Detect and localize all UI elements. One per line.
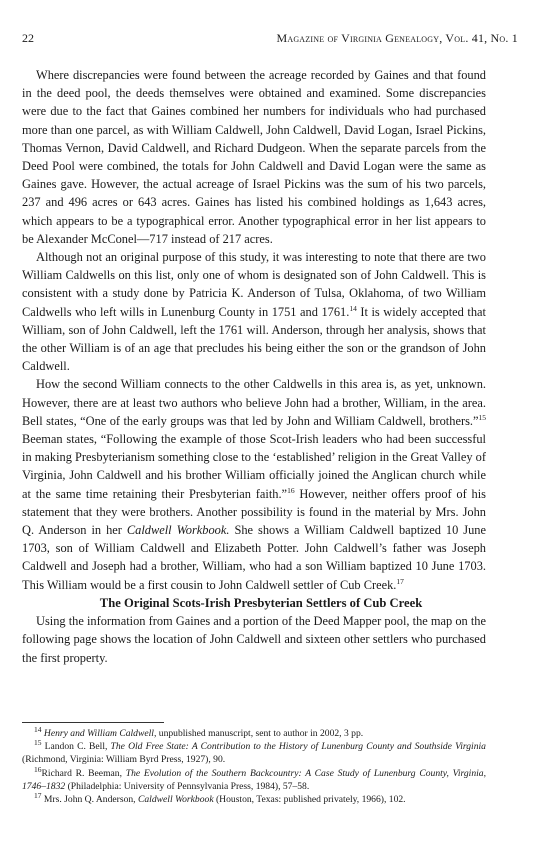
footnote-title: The Old Free State: A Contribution to the History of Lunenburg County and Southside Virginia bbox=[110, 741, 486, 753]
paragraph-3-text-a: How the second William connects to the other Caldwells in this area is, as yet, unknown. However, there are at least two authors who believe John had a brother, William, in the area. Bell states, “One of the early groups was that led by John and William Caldwell, brothers.” bbox=[22, 377, 486, 428]
page-number: 22 bbox=[22, 31, 34, 45]
footnote-16 bbox=[22, 764, 486, 793]
footnote-ref-14: 14 bbox=[349, 303, 357, 313]
footnote-author: Mrs. John Q. Anderson, bbox=[43, 794, 138, 806]
footnote-number: 14 bbox=[34, 724, 42, 734]
footnote-number: 15 bbox=[34, 738, 42, 748]
paragraph-2 bbox=[22, 248, 486, 375]
footnote-17 bbox=[22, 790, 486, 806]
footnote-text: (Houston, Texas: published privately, 1966), 102. bbox=[213, 794, 406, 806]
book-title: Caldwell Workbook. bbox=[126, 523, 230, 538]
footnote-title: The Evolution of the Southern Backcountry: A Case Study of Lunenburg County, Virginia, 1746–1832 bbox=[22, 767, 486, 792]
footnote-author: Richard R. Beeman, bbox=[41, 767, 126, 779]
footnote-14 bbox=[22, 724, 486, 740]
paragraph-3 bbox=[22, 375, 486, 593]
footnote-ref-16: 16 bbox=[287, 485, 295, 495]
footnote-text: unpublished manuscript, sent to author in 2002, 3 pp. bbox=[156, 728, 364, 739]
footnote-number: 16 bbox=[34, 764, 42, 774]
footnote-title: Henry and William Caldwell, bbox=[43, 728, 157, 739]
footnote-15 bbox=[22, 740, 486, 766]
body-text bbox=[22, 66, 486, 667]
paragraph-2-text-b: It is widely accepted that William, son of John Caldwell, left the 1761 will. Anderson, through her analysis, shows that the other William is of an age that precludes his being either the son or the grandson of John Caldwell. bbox=[22, 304, 486, 374]
footnote-text: (Richmond, Virginia: William Byrd Press, 1927), 90. bbox=[22, 754, 226, 766]
footnotes bbox=[22, 724, 486, 806]
paragraph-3-text-c: However, neither offers proof of his statement that they were brothers. Another possibility is found in the material by Mrs. John Q. Anderson in her bbox=[22, 486, 486, 538]
paragraph-3-text-d: She shows a William Caldwell baptized 10 June 1703, son of William Caldwell and Elizabeth Potter. John Caldwell’s father was Joseph Caldwell and Joseph had a brother, William, who had a son William baptized 10 June 1703. This William would be a first cousin to John Caldwell settler of Cub Creek. bbox=[22, 523, 486, 592]
footnote-text: (Philadelphia: University of Pennsylvania Press, 1984), 57–58. bbox=[65, 780, 310, 792]
paragraph-4: Using the information from Gaines and a portion of the Deed Mapper pool, the map on the following page shows the location of John Caldwell and sixteen other settlers who purchased the first property. bbox=[22, 614, 486, 665]
section-heading: The Original Scots-Irish Presbyterian Settlers of Cub Creek bbox=[99, 595, 423, 610]
paragraph-3-text-b: Beeman states, “Following the example of those Scot-Irish leaders who had been successful in making Presbyterianism something close to the ‘established’ religion in the Great Valley of Virginia, John Caldwell and his brother William officially joined the Anglican church while at the same time retaining their Presbyterian faith.” bbox=[22, 432, 486, 501]
footnote-divider bbox=[22, 722, 164, 723]
footnote-author: Landon C. Bell, bbox=[44, 741, 111, 753]
footnote-number: 17 bbox=[34, 790, 42, 800]
footnote-ref-17: 17 bbox=[396, 576, 404, 586]
footnote-ref-15: 15 bbox=[478, 412, 486, 422]
footnote-title: Caldwell Workbook bbox=[137, 794, 214, 806]
paragraph-2-text-a: Although not an original purpose of this study, it was interesting to note that there are two William Caldwells on this list, only one of whom is designated son of John Caldwell. This is consistent with a study done by Patricia K. Anderson of Tulsa, Oklahoma, of two William Caldwells who left wills in Lunenburg County in 1751 and 1761. bbox=[22, 250, 486, 319]
running-head: Magazine of Virginia Genealogy, Vol. 41, No. 1 bbox=[276, 31, 518, 45]
paragraph-1: Where discrepancies were found between the acreage recorded by Gaines and that found in the deed pool, the deeds themselves were obtained and examined. Some discrepancies were due to the fact that Gaines combined her numbers for individuals who had purchased more than one parcel, as with William Caldwell, John Caldwell, David Logan, Israel Pickins, Thomas Vernon, David Caldwell, and Richard Dudgeon. When the separate parcels from the Deed Pool were combined, the totals for John Caldwell and David Logan were the same as Gaines gave. However, the actual acreage of Israel Pickins was the sum of his two parcels, 237 and 496 acres or 643 acres. Gaines has listed his combined holdings as 1,643 acres, which appears to be a typographical error. Another typographical error in her list appears to be Alexander McConel—717 instead of 217 acres. bbox=[22, 68, 486, 246]
